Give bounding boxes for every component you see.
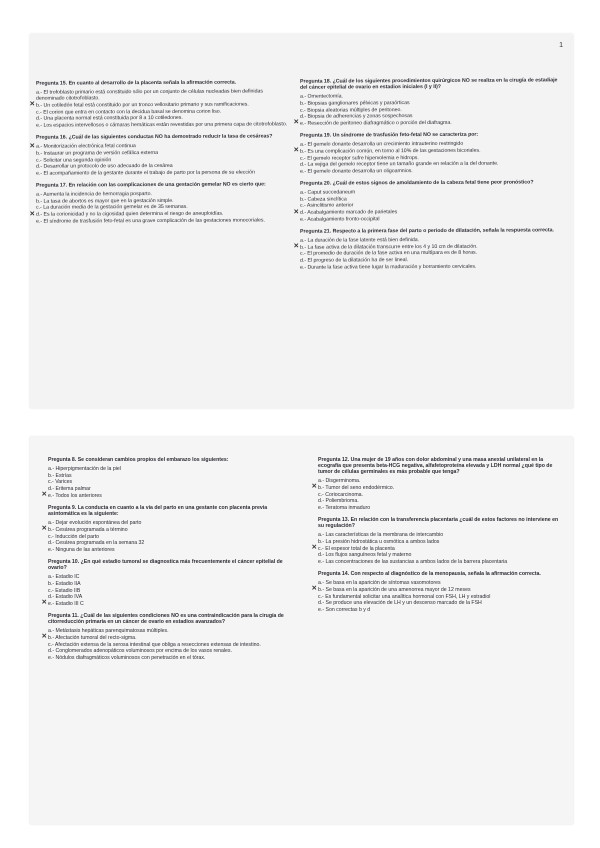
question-title: Pregunta 12. Una mujer de 19 años con dolor abdominal y una masa anexial unilateral en la ecografía que presenta beta-HCG negativa, alfafetoproteína elevada y LDH normal ¿qué tipo de tumor de células germinales es más probable que tenga?	[318, 457, 553, 476]
answer-option: d.- El progreso de la dilatación ha de ser lineal.	[300, 257, 409, 264]
answer-option: c.- La duración media de la gestación gemelar es de 35 semanas.	[36, 204, 188, 212]
answer-option: a.- Las características de la membrana de intercambio	[318, 532, 444, 539]
answer-option: a.- Se basa en la aparición de síntomas vasomotores	[318, 580, 441, 587]
answer-option: e.- Ninguna de las anteriores	[48, 546, 115, 553]
page1-left-column	[36, 79, 291, 230]
question-title: Pregunta 14. Con respecto al diagnóstico de la menopausia, señala la afirmación correcta.	[318, 571, 541, 578]
page1-right-column	[300, 77, 565, 276]
question-block	[48, 505, 298, 553]
question-block	[300, 77, 565, 126]
answer-option: a.- Metástasis hepáticas parenquimatosas múltiples.	[48, 628, 169, 635]
answer-option: c.- Varices	[48, 479, 73, 486]
question-block	[318, 517, 563, 565]
answer-option: e.- Los espacios intervellosos o cámaras hemáticas están revestidas por una primera capa de citotrofoblasto.	[36, 121, 288, 129]
answer-option: b.- Estrías	[48, 472, 72, 479]
answer-option: d.- Los flujos sanguíneos fetal y materno	[318, 552, 412, 559]
question-block	[36, 133, 291, 176]
question-title: Pregunta 10. ¿En qué estadio tumoral se diagnostica más frecuentemente el cáncer epitelial de ovario?	[48, 558, 283, 572]
question-title: Pregunta 18. ¿Cuál de los siguientes procedimientos quirúrgicos NO se realiza en la cirugía de estadiaje del cáncer epitelial de ovario en estadios iniciales (I y II)?	[300, 77, 558, 91]
answer-option: e.- El gemelo donante desarrolla un oligoamnios.	[300, 167, 413, 175]
answer-option-marked: ✕ b.- Tumor del seno endodérmico.	[318, 485, 563, 491]
answer-option: b.- Estadio IIA	[48, 580, 81, 587]
answer-option-marked: ✕ e.- Todos los anteriores	[48, 493, 298, 499]
question-title: Pregunta 20. ¿Cuál de estos signos de amoldamiento de la cabeza fetal tiene peor pronóstico?	[300, 179, 534, 187]
answer-option-marked: ✕ b.- Un cotiledón fetal está constituido por un tronco vellositario primario y sus ramificaciones.	[36, 101, 291, 108]
answer-option: d.- Se produce una elevación de LH y un descenso marcado de la FSH	[318, 600, 482, 607]
answer-option-marked: ✕ d.- Es la corionicidad y no la cigosidad quien determina el riesgo de aneuploidías.	[36, 210, 291, 217]
answer-option-marked: ✕ b.- La fase activa de la dilatación transcurre entre los 4 y 10 cm de dilatación.	[300, 243, 565, 250]
answer-option-marked: ✕ e.- Resección de peritoneo diafragmático o porción del diafragma.	[300, 119, 565, 126]
answer-option: c.- Estadio IIB	[48, 587, 81, 594]
answer-option: b.- Biopsias ganglionares pélvicas y paraórticas	[300, 99, 410, 107]
answer-option: a.- Caput succedaneum	[300, 189, 356, 196]
question-block	[300, 131, 565, 174]
answer-option: c.- Solicitar una segunda opinión	[36, 156, 112, 164]
answer-option: c.- Afectación extensa de la serosa intestinal que obliga a resecciones extensas de intestino.	[48, 641, 261, 648]
exam-page-2	[30, 437, 573, 824]
answer-option: d.- Desarrollar un protocolo de uso adecuado de la cesárea	[36, 163, 173, 170]
page2-right-column	[318, 457, 563, 619]
answer-option: e.- Durante la fase activa tiene lugar la maduración y borramiento cervicales.	[300, 263, 477, 271]
question-block	[300, 179, 565, 222]
answer-option: a.- El gemelo donante desarrolla un crecimiento intrauterino restringido	[300, 140, 464, 148]
answer-option: b.- La tasa de abortos es mayor que en la gestación simple.	[36, 197, 174, 205]
answer-option: e.- Acabalgamiento fronto-occipital	[300, 216, 380, 223]
answer-option: c.- El promedio de duración de la fase activa en una multípara es de 8 horas.	[300, 250, 478, 258]
question-block	[48, 559, 298, 607]
page-number: 1	[559, 42, 563, 49]
answer-option-marked: ✕ b.- Se basa en la aparición de una amenorrea mayor de 12 meses	[318, 587, 563, 593]
answer-option: e.- Nódulos diafragmáticos voluminosos con penetración en el tórax.	[48, 654, 206, 661]
question-title: Pregunta 19. Un síndrome de trasfusión feto-fetal NO se caracteriza por:	[300, 131, 479, 139]
question-block	[318, 457, 563, 511]
question-title: Pregunta 13. En relación con la transferencia placentaria ¿cuál de estos factores no interviene en su regulación?	[318, 517, 559, 530]
answer-option: e.- El síndrome de trasfusión feto-fetal es una grave complicación de las gestaciones monocoriales.	[36, 217, 265, 225]
answer-option: d.- Una placenta normal está constituida por 8 a 10 cotiledones.	[36, 115, 183, 122]
question-title: Pregunta 15. En cuanto al desarrollo de la placenta señala la afirmación correcta.	[36, 79, 237, 87]
answer-option: c.- Es fundamental solicitar una analítica hormonal con FSH, LH y estradiol	[318, 593, 491, 600]
answer-option: b.- Cabeza sinclítica	[300, 196, 347, 203]
question-title: Pregunta 17. En relación con las complicaciones de una gestación gemelar NO es cierto que:	[36, 181, 266, 189]
answer-option: a.- Dejar evolución espontánea del parto	[48, 520, 142, 527]
answer-option: c.- Asinclitismo anterior	[300, 202, 354, 210]
question-title: Pregunta 11. ¿Cuál de las siguientes condiciones NO es una contraindicación para la cirugía de citorreducción primaria en un cáncer de ovario en estadios avanzados?	[48, 613, 284, 626]
answer-option-marked: ✕ d.- Acabalgamiento marcado de parietales	[300, 208, 565, 215]
answer-option: d.- Poliembrioma.	[318, 498, 359, 505]
answer-option: c.- El corion que entra en contacto con la decidua basal se denomina corion liso.	[36, 108, 222, 116]
answer-option-marked: ✕ b.- Es una complicación común, en torno al 10% de las gestaciones bicoriales.	[300, 147, 565, 154]
answer-option-marked: ✕ b.- Cesárea programada a término	[48, 527, 298, 533]
answer-option-marked: ✕ c.- El espesor total de la placenta	[318, 546, 563, 552]
answer-option: a.- Hiperpigmentación de la piel	[48, 466, 121, 473]
answer-option: c.- Inducción del parto	[48, 533, 100, 540]
answer-option: d.- La vejiga del gemelo receptor tiene un tamaño grande en relación a la del donante.	[300, 160, 499, 168]
question-block	[36, 79, 291, 128]
answer-option: e.- Las concentraciones de las sustancias a ambos lados de la barrera placentaria	[318, 559, 508, 566]
answer-option: c.- Biopsia aleatorias múltiples de peritoneo.	[300, 106, 402, 114]
question-title: Pregunta 8. Se consideran cambios propios del embarazo los siguientes:	[48, 457, 229, 463]
question-title: Pregunta 9. La conducta en cuanto a la vía del parto en una gestante con placenta previa asintomática es la siguiente:	[48, 504, 268, 518]
answer-option: b.- La presión hidrostática u osmótica a ambos lados	[318, 539, 440, 545]
answer-option: c.- Coriocarcinoma.	[318, 491, 363, 498]
answer-option: d.- Eritema palmar	[48, 486, 91, 493]
answer-option: a.- El trofoblasto primario está constituido sólo por un conjunto de células nucleadas bien definidas denominado citotrofoblasto.	[36, 88, 263, 102]
answer-option-marked: ✕ b.- Afectación tumoral del recto-sigma.	[48, 635, 298, 641]
answer-option: e.- Son correctas b y d	[318, 607, 371, 613]
exam-page-1	[30, 34, 573, 408]
answer-option: a.- Estadio IC	[48, 574, 80, 581]
answer-option: a.- Omentectomía.	[300, 93, 343, 100]
answer-option: c.- El gemelo receptor sufre hipervolemia e hidrops.	[300, 154, 419, 162]
question-block	[36, 181, 291, 224]
answer-option: d.- Estadio IVA	[48, 594, 83, 601]
question-block	[48, 457, 298, 499]
question-block	[48, 613, 298, 661]
answer-option: d.- Biopsia de adherencias y zonas sospechosas	[300, 113, 413, 120]
answer-option: e.- El acompañamiento de la gestante durante el trabajo de parto por la persona de su elección	[36, 169, 255, 177]
answer-option: e.- Teratoma inmaduro	[318, 505, 371, 512]
page2-left-column	[48, 457, 298, 667]
question-block	[318, 571, 563, 613]
answer-option: a.- Aumenta la incidencia de hemorragia posparto.	[36, 191, 152, 198]
question-title: Pregunta 16. ¿Cuál de las siguientes conductas NO ha demostrado reducir la tasa de cesáreas?	[36, 133, 273, 141]
answer-option: b.- Instaurar un programa de versión cefálica externa	[36, 149, 158, 157]
question-title: Pregunta 21. Respecto a la primera fase del parto o periodo de dilatación, señala la respuesta correcta.	[300, 227, 554, 235]
answer-option-marked: ✕ e.- Estadio III C	[48, 601, 298, 607]
answer-option-marked: ✕ a.- Monitorización electrónica fetal continua	[36, 142, 291, 149]
answer-option: d.- Conglomerados adenopáticos voluminosos por encima de los vasos renales.	[48, 648, 232, 655]
answer-option: d.- Cesárea programada en la semana 32	[48, 540, 145, 547]
answer-option: a.- La duración de la fase latente está bien definida.	[300, 237, 420, 244]
question-block	[300, 227, 565, 270]
answer-option: a.- Disgerminoma.	[318, 478, 361, 485]
